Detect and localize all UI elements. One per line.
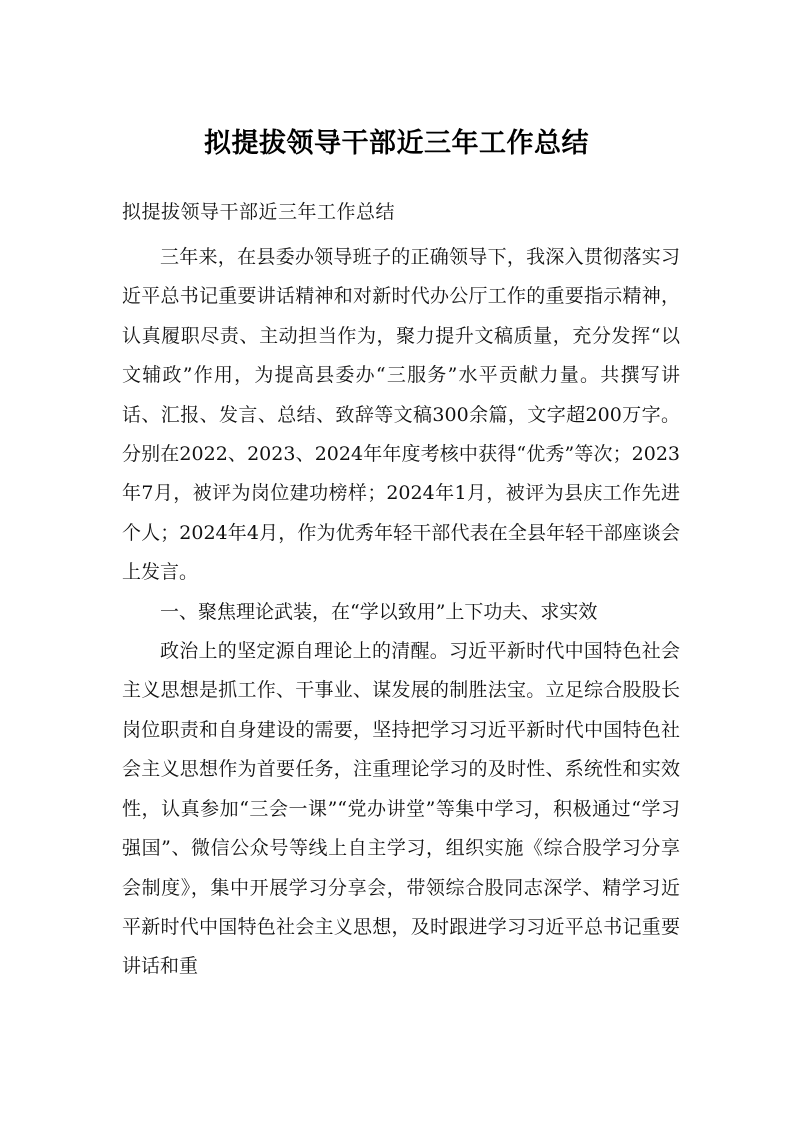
paragraph-theory: 政治上的坚定源自理论上的清醒。习近平新时代中国特色社会主义思想是抓工作、干事业、谋发展的制胜法宝。立足综合股股长岗位职责和自身建设的需要，坚持把学习习近平新时代中国特色社会主义思想作为首要任务，注重理论学习的及时性、系统性和实效性，认真参加“三会一课”“党办讲堂”等集中学习，积极通过“学习强国”、微信公众号等线上自主学习，组织实施《综合股学习分享会制度》，集中开展学习分享会，带领综合股同志深学、精学习近平新时代中国特色社会主义思想，及时跟进学习习近平总书记重要讲话和重 — [122, 640, 680, 978]
document-body — [122, 238, 680, 987]
document-title: 拟提拔领导干部近三年工作总结 — [204, 128, 589, 159]
document-subtitle: 拟提拔领导干部近三年工作总结 — [122, 201, 396, 223]
paragraph-summary: 三年来，在县委办领导班子的正确领导下，我深入贯彻落实习近平总书记重要讲话精神和对新时代办公厅工作的重要指示精神，认真履职尽责、主动担当作为，聚力提升文稿质量，充分发挥“以文辅政”作用，为提高县委办“三服务”水平贡献力量。共撰写讲话、汇报、发言、总结、致辞等文稿300余篇，文字超200万字。分别在2022、2023、2024年年度考核中获得“优秀”等次；2023年7月，被评为岗位建功榜样；2024年1月，被评为县庆工作先进个人；2024年4月，作为优秀年轻干部代表在全县年轻干部座谈会上发言。 — [122, 246, 680, 584]
section-heading-1: 一、聚焦理论武装，在“学以致用”上下功夫、求实效 — [160, 600, 598, 623]
